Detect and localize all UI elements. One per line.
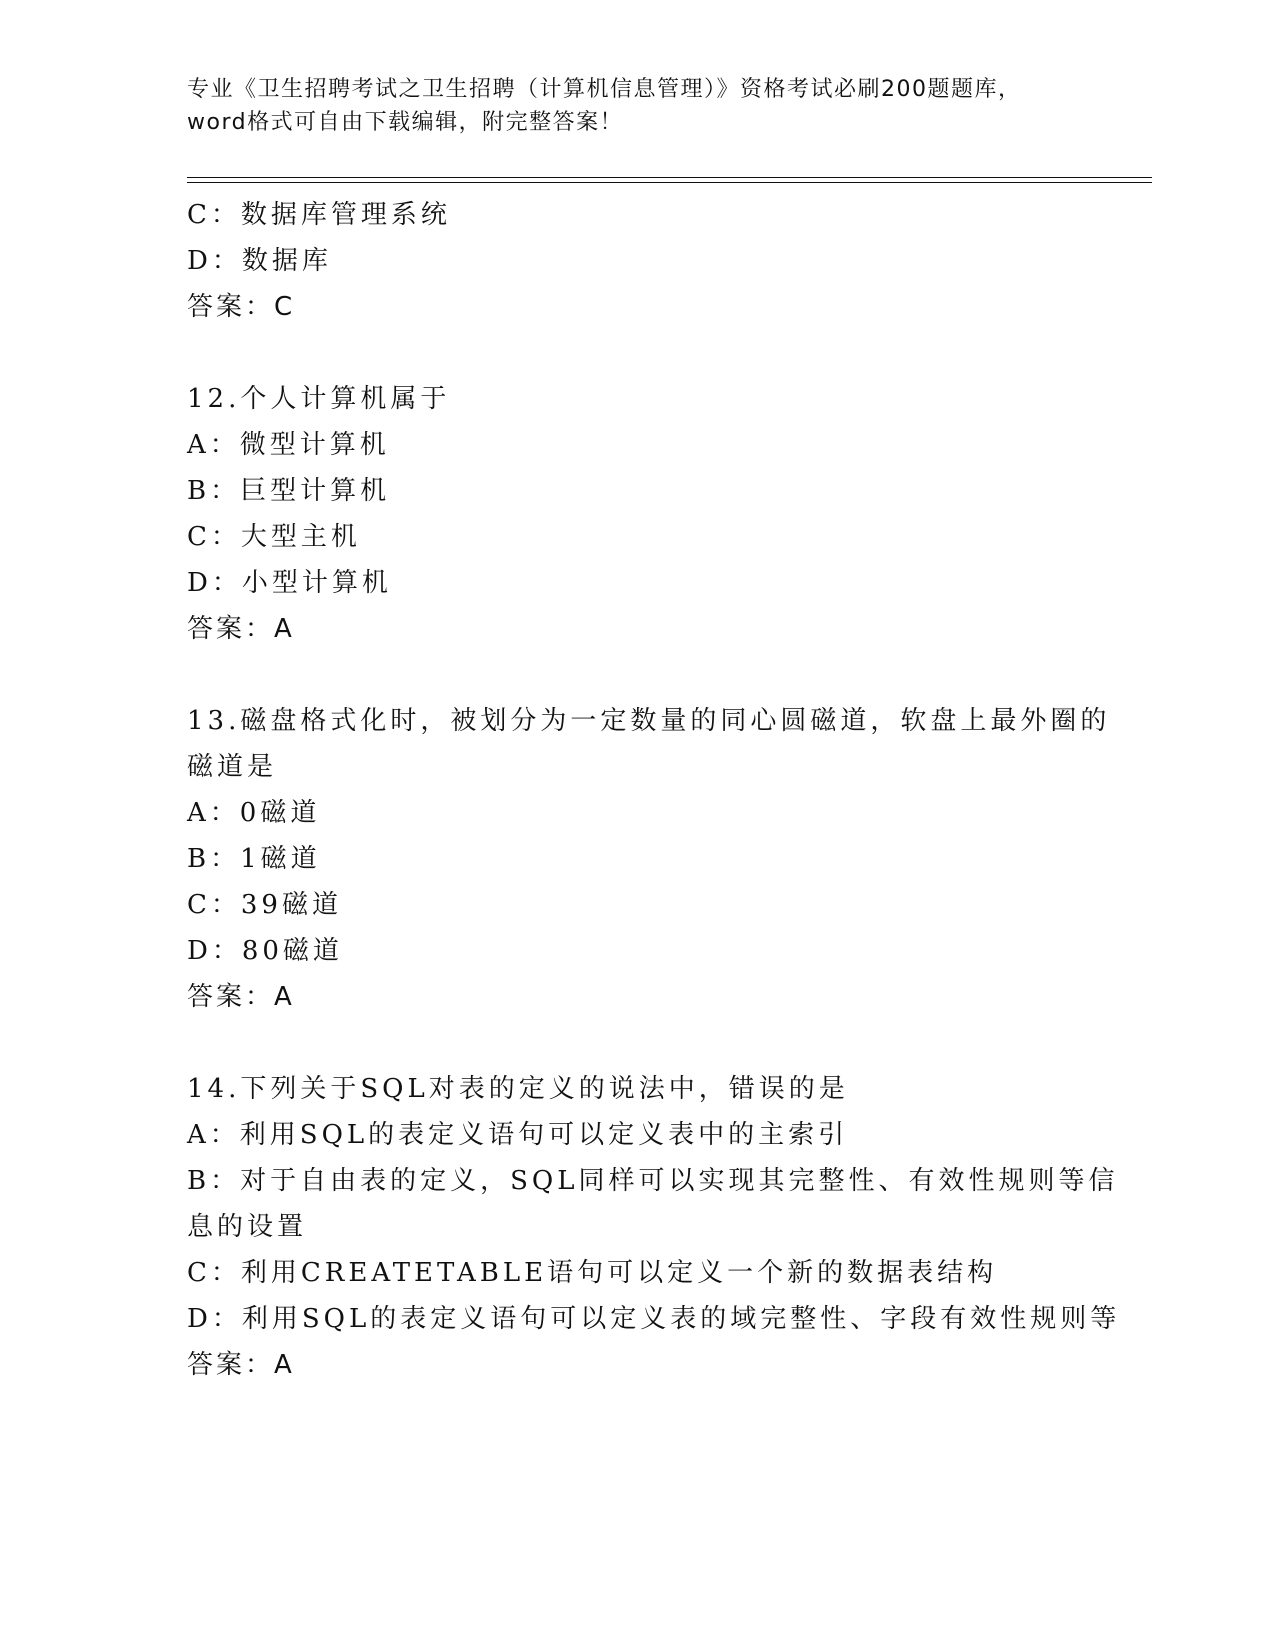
option-b: B：1磁道 xyxy=(187,844,321,874)
option-b: B：对于自由表的定义，SQL同样可以实现其完整性、有效性规则等信 xyxy=(187,1166,1119,1196)
option-d: D：利用SQL的表定义语句可以定义表的域完整性、字段有效性规则等 xyxy=(187,1304,1121,1334)
question-stem: 12.个人计算机属于 xyxy=(187,384,451,414)
option-a: A：微型计算机 xyxy=(187,430,390,460)
question-stem: 14.下列关于SQL对表的定义的说法中，错误的是 xyxy=(187,1074,849,1104)
option-d: D：80磁道 xyxy=(187,936,343,966)
header-title-line-1: 专业《卫生招聘考试之卫生招聘（计算机信息管理）》资格考试必刷200题题库， xyxy=(187,77,1022,102)
option-a: A：利用SQL的表定义语句可以定义表中的主索引 xyxy=(187,1120,849,1150)
option-a: A：0磁道 xyxy=(187,798,321,828)
option-d: D：数据库 xyxy=(187,246,332,276)
answer-line: 答案：A xyxy=(187,982,295,1012)
header-divider-bottom xyxy=(187,182,1152,183)
question-spacer xyxy=(187,1020,1087,1066)
option-c: C：利用CREATETABLE语句可以定义一个新的数据表结构 xyxy=(187,1258,998,1288)
option-b-continued: 息的设置 xyxy=(187,1212,308,1242)
question-spacer xyxy=(187,652,1087,698)
question-list xyxy=(187,192,1121,1388)
question-block-partial xyxy=(187,192,1087,330)
question-spacer xyxy=(187,330,1087,376)
question-block-13 xyxy=(187,698,1111,1020)
answer-line: 答案：C xyxy=(187,292,296,322)
answer-line: 答案：A xyxy=(187,614,295,644)
option-c: C：数据库管理系统 xyxy=(187,200,451,230)
document-header xyxy=(187,73,1087,139)
header-title-line-2: word格式可自由下载编辑，附完整答案！ xyxy=(187,110,624,135)
option-c: C：39磁道 xyxy=(187,890,342,920)
question-stem-continued: 磁道是 xyxy=(187,752,278,782)
option-d: D：小型计算机 xyxy=(187,568,392,598)
option-b: B：巨型计算机 xyxy=(187,476,391,506)
answer-line: 答案：A xyxy=(187,1350,295,1380)
question-stem: 13.磁盘格式化时，被划分为一定数量的同心圆磁道，软盘上最外圈的 xyxy=(187,706,1111,736)
option-c: C：大型主机 xyxy=(187,522,361,552)
question-block-12 xyxy=(187,376,1087,652)
question-block-14 xyxy=(187,1066,1121,1388)
header-divider-top xyxy=(187,177,1152,178)
